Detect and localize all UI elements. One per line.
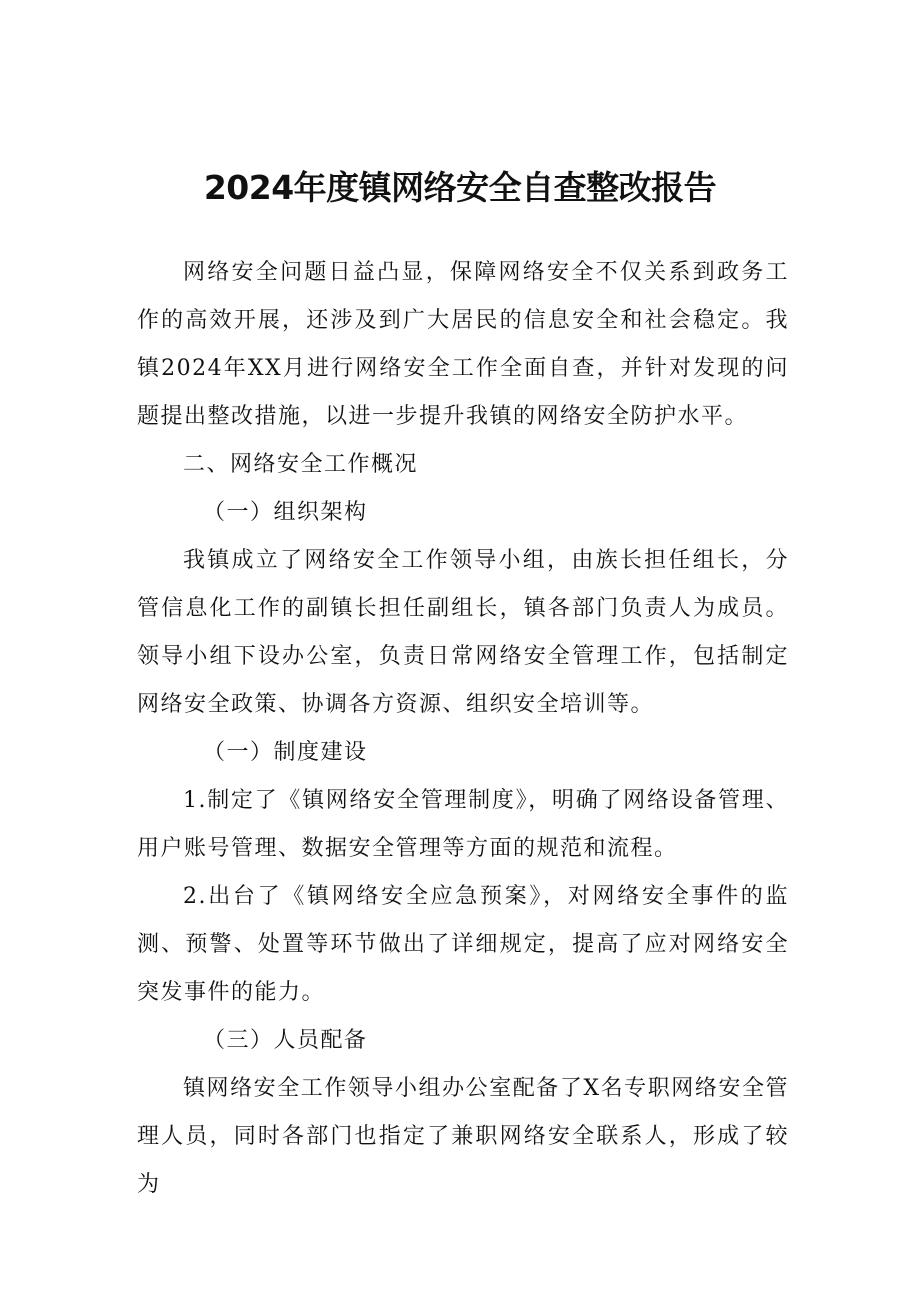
system-item-1: 1.制定了《镇网络安全管理制度》，明确了网络设备管理、用户账号管理、数据安全管理等方面的规范和流程。 xyxy=(137,788,789,861)
section-heading-overview: 二、网络安全工作概况 xyxy=(183,452,419,477)
staffing-paragraph: 镇网络安全工作领导小组办公室配备了X名专职网络安全管理人员，同时各部门也指定了兼职网络安全联系人，形成了较为 xyxy=(137,1076,789,1197)
subsection-heading-organization: （一）组织架构 xyxy=(203,500,368,525)
document-body xyxy=(137,249,789,1209)
intro-paragraph: 网络安全问题日益凸显，保障网络安全不仅关系到政务工作的高效开展，还涉及到广大居民的信息安全和社会稳定。我镇2024年XX月进行网络安全工作全面自查，并针对发现的问题提出整改措施，以进一步提升我镇的网络安全防护水平。 xyxy=(137,260,789,429)
subsection-heading-staffing: （三）人员配备 xyxy=(203,1028,368,1053)
system-item-2: 2.出台了《镇网络安全应急预案》，对网络安全事件的监测、预警、处置等环节做出了详细规定，提高了应对网络安全突发事件的能力。 xyxy=(137,884,789,1005)
document-title: 2024年度镇网络安全自查整改报告 xyxy=(203,168,717,207)
organization-paragraph: 我镇成立了网络安全工作领导小组，由族长担任组长，分管信息化工作的副镇长担任副组长，镇各部门负责人为成员。领导小组下设办公室，负责日常网络安全管理工作，包括制定网络安全政策、协调各方资源、组织安全培训等。 xyxy=(137,548,789,717)
subsection-heading-system: （一）制度建设 xyxy=(203,740,368,765)
